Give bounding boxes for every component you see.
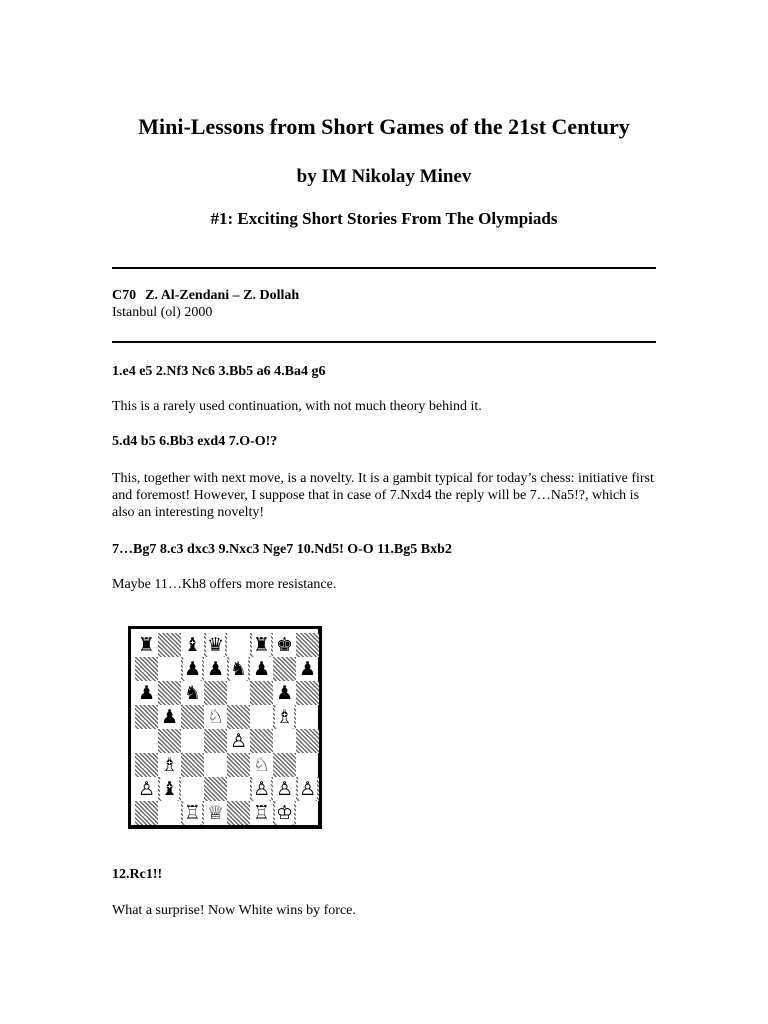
black-pawn-icon: ♟: [160, 706, 179, 728]
square-g2: [273, 777, 296, 801]
eco-code: C70: [112, 288, 137, 303]
square-e3: [227, 753, 250, 777]
square-e6: [227, 681, 250, 705]
black-bishop-icon: ♝: [183, 634, 202, 656]
white-rook-icon: ♖: [252, 802, 271, 824]
white-pawn-icon: ♙: [137, 778, 156, 800]
square-g5: [273, 705, 296, 729]
square-g8: [273, 633, 296, 657]
author-byline: by IM Nikolay Minev: [296, 166, 472, 187]
white-bishop-icon: ♗: [275, 706, 294, 728]
square-h1: [296, 801, 319, 825]
square-c3: [181, 753, 204, 777]
white-bishop-icon: ♗: [160, 754, 179, 776]
black-pawn-icon: ♟: [183, 658, 202, 680]
black-pawn-icon: ♟: [206, 658, 225, 680]
square-c6: [181, 681, 204, 705]
moves-line: 5.d4 b5 6.Bb3 exd4 7.O-O!?: [112, 434, 278, 449]
square-b4: [158, 729, 181, 753]
white-rook-icon: ♖: [183, 802, 202, 824]
square-h4: [296, 729, 319, 753]
square-a6: [135, 681, 158, 705]
square-d4: [204, 729, 227, 753]
square-h2: [296, 777, 319, 801]
square-e5: [227, 705, 250, 729]
square-f5: [250, 705, 273, 729]
square-b6: [158, 681, 181, 705]
square-d5: [204, 705, 227, 729]
comment-paragraph: Maybe 11…Kh8 offers more resistance.: [112, 577, 337, 592]
square-d1: [204, 801, 227, 825]
square-a7: [135, 657, 158, 681]
square-b3: [158, 753, 181, 777]
section-subtitle: #1: Exciting Short Stories From The Olympiads: [210, 209, 558, 228]
black-knight-icon: ♞: [229, 658, 248, 680]
game-event: Istanbul (ol) 2000: [112, 305, 213, 320]
top-divider: [112, 267, 656, 269]
square-f2: [250, 777, 273, 801]
moves-line: 7…Bg7 8.c3 dxc3 9.Nxc3 Nge7 10.Nd5! O-O 11.Bg5 Bxb2: [112, 542, 452, 557]
comment-paragraph: What a surprise! Now White wins by force.: [112, 903, 356, 918]
square-h6: [296, 681, 319, 705]
black-pawn-icon: ♟: [252, 658, 271, 680]
white-pawn-icon: ♙: [298, 778, 317, 800]
bottom-divider: [112, 341, 656, 343]
black-pawn-icon: ♟: [275, 682, 294, 704]
white-knight-icon: ♘: [206, 706, 225, 728]
chess-diagram: [128, 626, 322, 829]
square-g7: [273, 657, 296, 681]
square-f7: [250, 657, 273, 681]
black-knight-icon: ♞: [183, 682, 202, 704]
square-g4: [273, 729, 296, 753]
square-b8: [158, 633, 181, 657]
page-title: Mini-Lessons from Short Games of the 21st Century: [138, 114, 630, 139]
square-e4: [227, 729, 250, 753]
square-g1: [273, 801, 296, 825]
black-bishop-icon: ♝: [160, 778, 179, 800]
square-e2: [227, 777, 250, 801]
square-g3: [273, 753, 296, 777]
moves-line: 12.Rc1!!: [112, 867, 163, 882]
square-b7: [158, 657, 181, 681]
square-a3: [135, 753, 158, 777]
white-knight-icon: ♘: [252, 754, 271, 776]
square-f4: [250, 729, 273, 753]
chess-board: [135, 633, 319, 825]
black-pawn-icon: ♟: [298, 658, 317, 680]
square-e1: [227, 801, 250, 825]
square-a5: [135, 705, 158, 729]
white-pawn-icon: ♙: [229, 730, 248, 752]
square-d7: [204, 657, 227, 681]
square-a1: [135, 801, 158, 825]
square-b5: [158, 705, 181, 729]
white-pawn-icon: ♙: [252, 778, 271, 800]
comment-paragraph: This is a rarely used continuation, with not much theory behind it.: [112, 399, 482, 414]
square-c4: [181, 729, 204, 753]
black-queen-icon: ♛: [206, 634, 225, 656]
white-queen-icon: ♕: [206, 802, 225, 824]
black-king-icon: ♚: [275, 634, 294, 656]
square-h3: [296, 753, 319, 777]
game-header: [112, 287, 299, 321]
square-h5: [296, 705, 319, 729]
moves-line: 1.e4 e5 2.Nf3 Nc6 3.Bb5 a6 4.Ba4 g6: [112, 364, 326, 379]
square-a2: [135, 777, 158, 801]
square-a4: [135, 729, 158, 753]
square-h7: [296, 657, 319, 681]
square-d8: [204, 633, 227, 657]
square-h8: [296, 633, 319, 657]
square-c1: [181, 801, 204, 825]
square-f3: [250, 753, 273, 777]
square-d6: [204, 681, 227, 705]
square-c2: [181, 777, 204, 801]
square-b2: [158, 777, 181, 801]
square-f8: [250, 633, 273, 657]
black-rook-icon: ♜: [252, 634, 271, 656]
square-e8: [227, 633, 250, 657]
square-f1: [250, 801, 273, 825]
square-f6: [250, 681, 273, 705]
square-c8: [181, 633, 204, 657]
black-rook-icon: ♜: [137, 634, 156, 656]
white-king-icon: ♔: [275, 802, 294, 824]
game-players: Z. Al-Zendani – Z. Dollah: [145, 288, 300, 303]
white-pawn-icon: ♙: [275, 778, 294, 800]
square-c5: [181, 705, 204, 729]
square-d2: [204, 777, 227, 801]
square-b1: [158, 801, 181, 825]
square-e7: [227, 657, 250, 681]
square-c7: [181, 657, 204, 681]
black-pawn-icon: ♟: [137, 682, 156, 704]
square-g6: [273, 681, 296, 705]
square-d3: [204, 753, 227, 777]
square-a8: [135, 633, 158, 657]
comment-paragraph: This, together with next move, is a novelty. It is a gambit typical for today’s chess: initiative first and foremost! However, I suppose that in case of 7.Nxd4 the reply will be 7…Na5!?, which is also an interesting novelty!: [112, 471, 654, 520]
